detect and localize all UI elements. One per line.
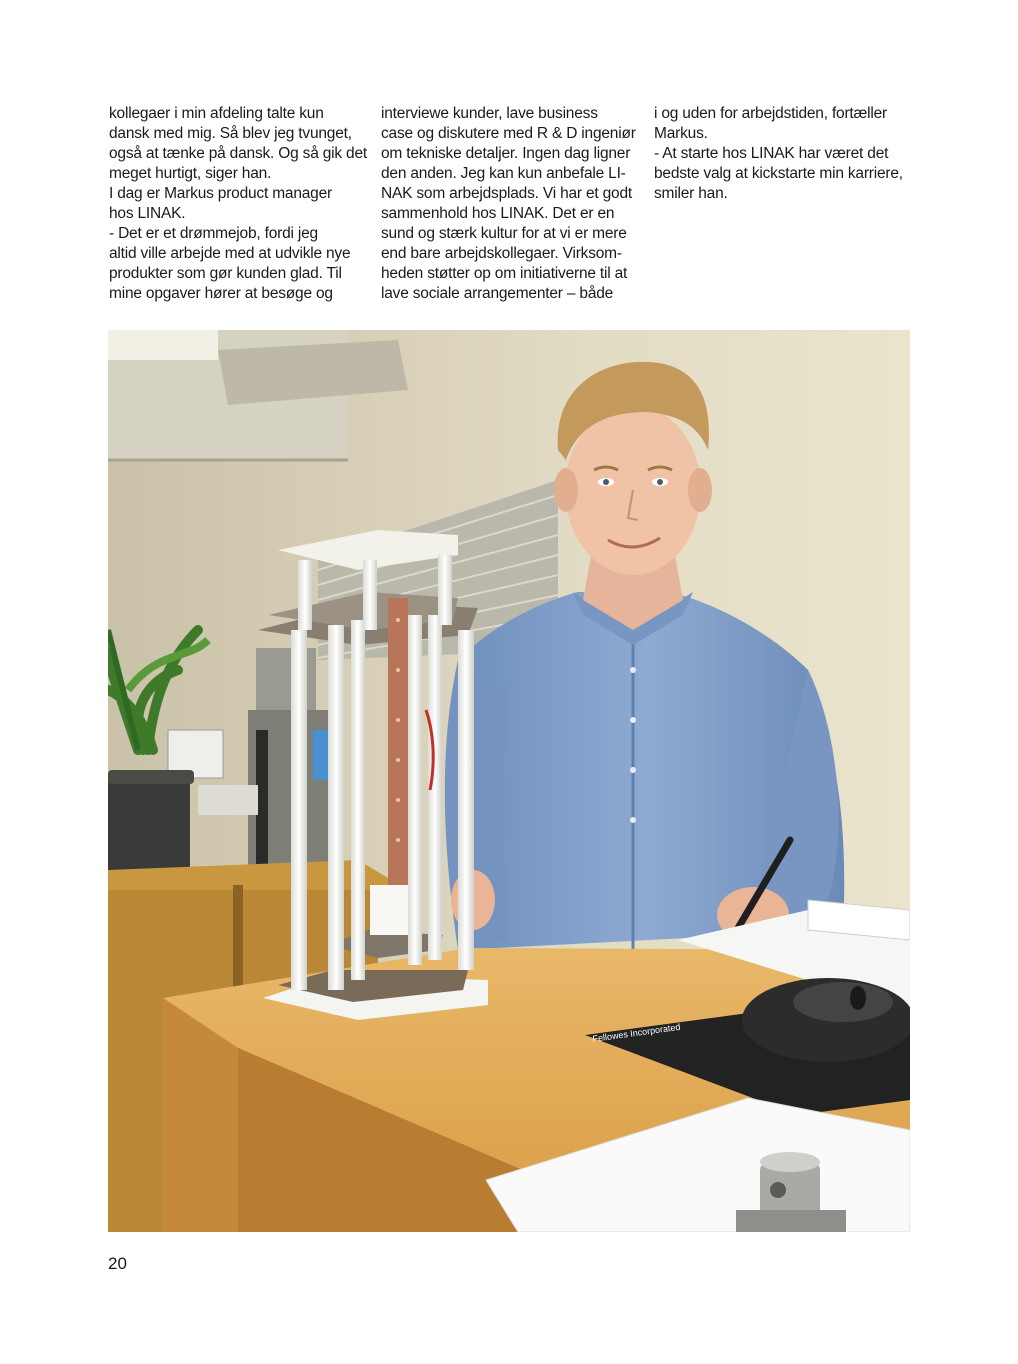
paragraph: i og uden for arbejdstiden, fortæller Markus. (654, 105, 887, 142)
article-column-2 (381, 104, 643, 304)
paragraph: - Det er et drømmejob, fordi jeg altid ville arbejde med at udvikle nye produkter som gør kunden glad. Til mine opgaver hører at besøge og (109, 225, 351, 302)
mousepad-brand: Fellowes Incorporated (591, 1021, 681, 1044)
paragraph: interviewe kunder, lave business case og diskutere med R & D ingeniør om tekniske detaljer. Ingen dag ligner den anden. Jeg kan kun anbefale LI- NAK som arbejdsplads. Vi har et godt sammenhold hos LINAK. Det er en sund og stærk kultur for at vi er mere end bare arbejdskollegaer. Virksom- heden støtter op om initiativerne til at lave sociale arrangementer – både (381, 105, 636, 302)
article-column-3 (654, 104, 916, 204)
paragraph: - At starte hos LINAK har været det bedste valg at kickstarte min karriere, smiler han. (654, 145, 903, 202)
paragraph: kollegaer i min afdeling talte kun dansk med mig. Så blev jeg tvunget, også at tænke på dansk. Og så gik det meget hurtigt, siger han. (109, 105, 367, 182)
page-number: 20 (108, 1254, 127, 1273)
computer-mouse (742, 978, 910, 1062)
office-photo (108, 330, 910, 1232)
copper-strip (388, 598, 408, 908)
article-column-1 (109, 104, 371, 304)
paragraph: I dag er Markus product manager hos LINAK. (109, 185, 332, 222)
ceiling-light (108, 330, 218, 360)
